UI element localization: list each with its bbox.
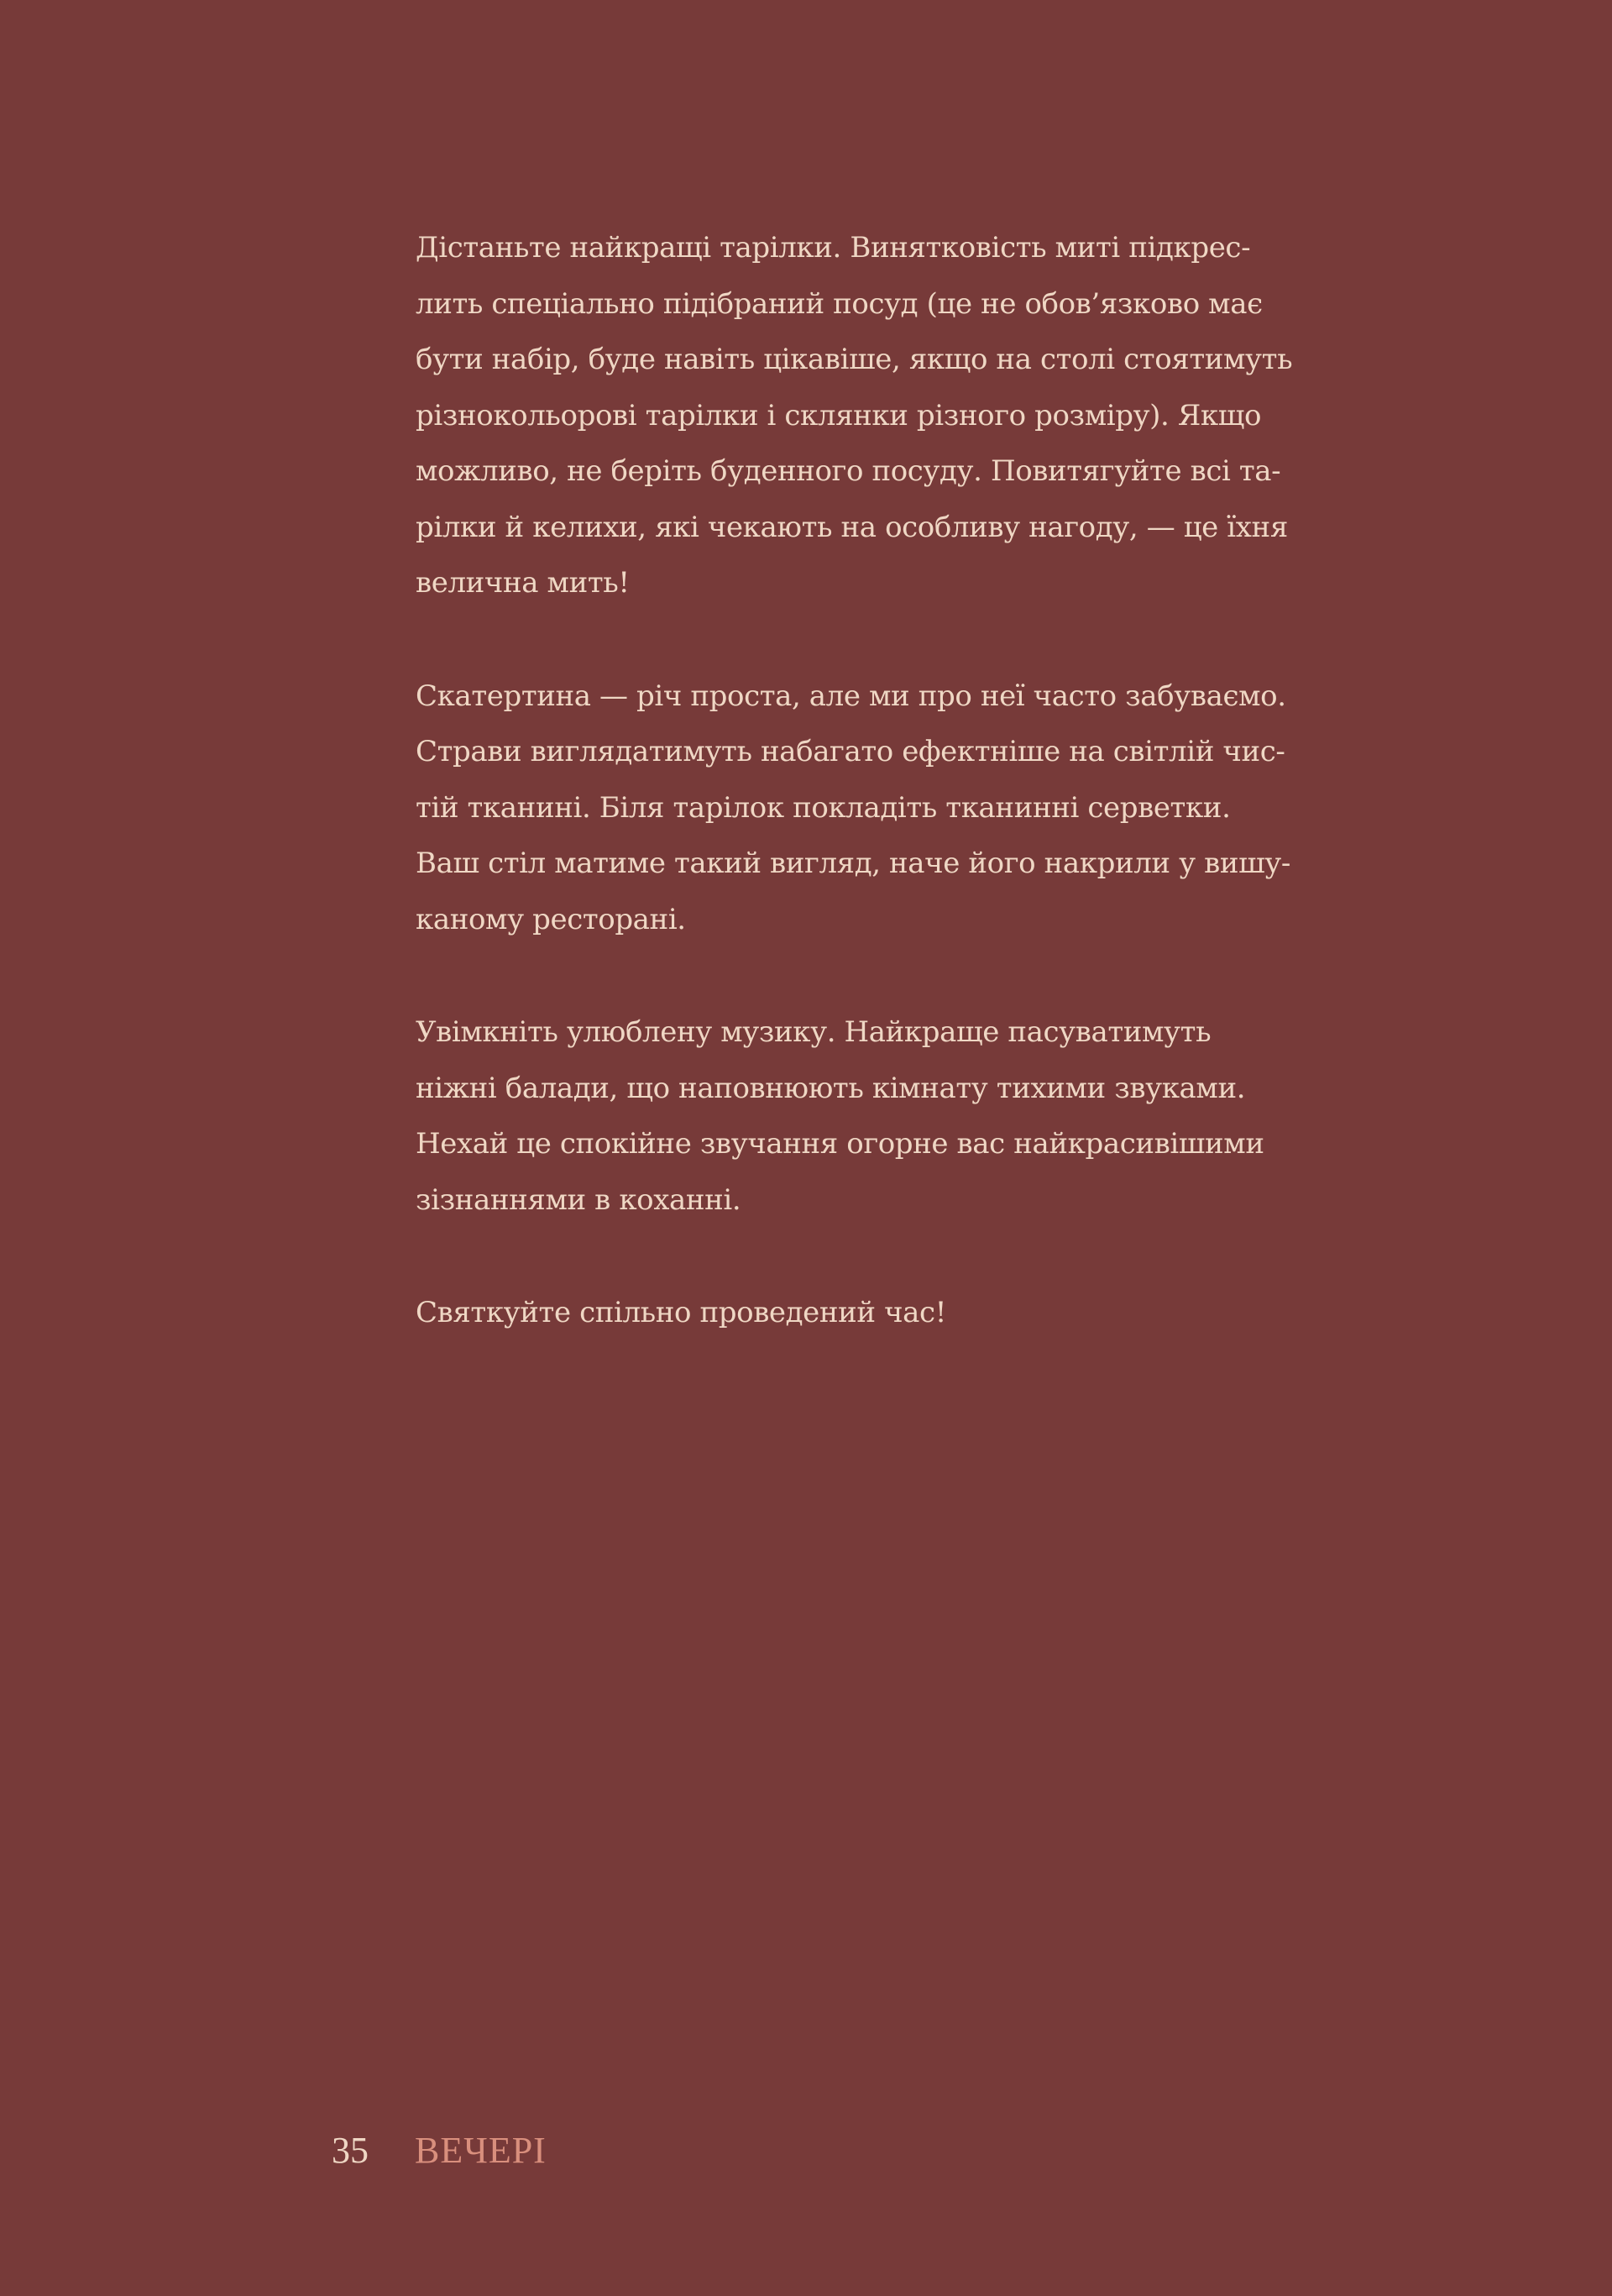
text-line: Скатертина — річ проста, але ми про неї часто забуваємо. [416,679,1286,713]
text-line: Ваш стіл матиме такий вигляд, наче його накрили у вишу- [416,847,1290,880]
paragraph-tableware [416,220,1406,611]
text-line: Святкуйте спільно проведений час! [416,1296,946,1329]
paragraph-celebrate [416,1285,1406,1341]
text-line: лить спеціально підібраний посуд (це не обов’язково має [416,286,1263,321]
text-line: Увімкніть улюблену музику. Найкраще пасуватимуть [416,1015,1212,1049]
text-line: тій тканині. Біля тарілок покладіть тканинні серветки. [416,790,1231,825]
text-line: Нехай це спокійне звучання огорне вас найкрасивішими [416,1127,1264,1161]
text-line: бути набір, буде навіть цікавіше, якщо на столі стоятимуть [416,343,1293,376]
text-line: можливо, не беріть буденного посуду. Повитягуйте всі та- [416,454,1281,488]
text-line: зізнаннями в коханні. [416,1182,741,1217]
text-line: Страви виглядатимуть набагато ефектніше на світлій чис- [416,735,1285,768]
text-line: Дістаньте найкращі тарілки. Винятковість миті підкрес- [416,231,1251,265]
text-line: велична мить! [416,566,630,600]
text-line: ніжні балади, що наповнюють кімнату тихими звуками. [416,1071,1246,1105]
page-number: 35 [332,2130,369,2171]
paragraph-music [416,1004,1406,1228]
paragraph-tablecloth [416,668,1406,948]
chapter-title: ВЕЧЕРІ [415,2130,547,2171]
text-line: каному ресторані. [416,902,686,936]
page-footer [332,2128,547,2173]
text-line: різнокольорові тарілки і склянки різного розміру). Якщо [416,398,1262,432]
page-body [416,220,1406,1398]
text-line: рілки й келихи, які чекають на особливу нагоду, — це їхня [416,510,1288,544]
